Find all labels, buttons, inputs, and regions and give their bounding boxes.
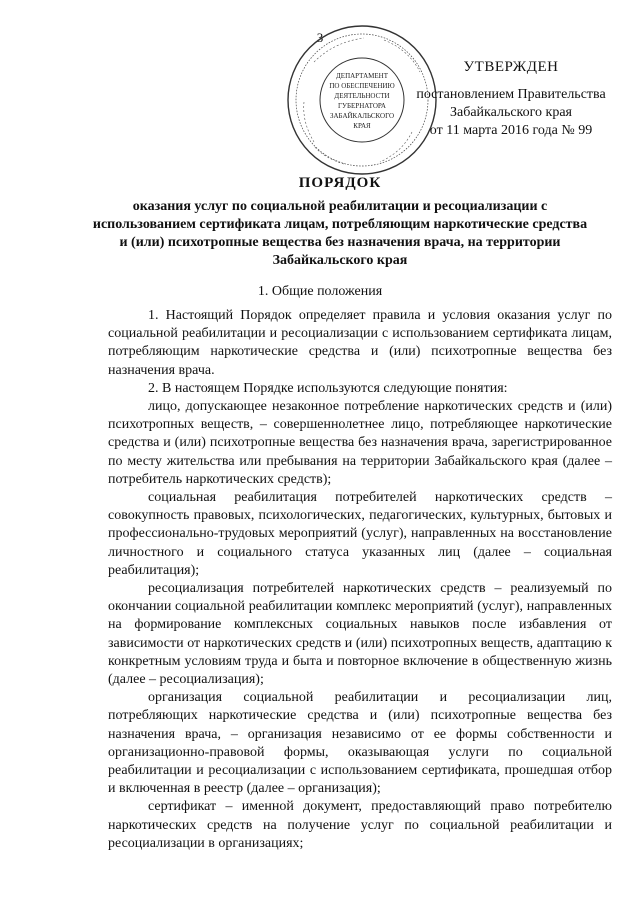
paragraph: ресоциализация потребителей наркотических средств – реализуемый по окончании социальной реабилитации комплекс мероприятий (услуг), направленных на формирование комплексных социальных навыков после избавления от зависимости от наркотических средств и (или) психотропных веществ, адаптацию к конкретным условиям труда и быта и повторное включение в общественную жизнь (далее – ресоциализация); xyxy=(108,581,612,688)
paragraph: 1. Настоящий Порядок определяет правила и условия оказания услуг по социальной реабилитации и ресоциализации с использованием сертификата лицам, потребляющим наркотические средства и (или) психотропные вещества без назначения врача. xyxy=(108,308,612,378)
seal-text: ЗАБАЙКАЛЬСКОГО xyxy=(329,112,395,120)
document-title xyxy=(80,175,600,270)
paragraph: социальная реабилитация потребителей наркотических средств – совокупность правовых, психологических, педагогических, культурных, бытовых и профессионально-трудовых мероприятий (услуг), направленных на восстановление личностного и социального статуса указанных лиц (далее – социальная реабилитация); xyxy=(108,490,612,578)
seal-text: ДЕПАРТАМЕНТ xyxy=(336,72,388,80)
section-heading: 1. Общие положения xyxy=(257,284,383,299)
seal-text: ДЕЯТЕЛЬНОСТИ xyxy=(334,92,390,100)
seal-text: КРАЯ xyxy=(353,122,371,130)
approval-title: УТВЕРЖДЕН xyxy=(463,59,559,75)
seal-text: ГУБЕРНАТОРА xyxy=(338,102,386,110)
paragraph: организация социальной реабилитации и ресоциализации лиц, потребляющих наркотические средства и (или) психотропные вещества без назначения врача, – организация независимо от ее формы собственности и организационно-правовой формы, оказывающая услуги по социальной реабилитации и ресоциализации с использованием сертификата, прошедшая отбор и включенная в реестр (далее – организация); xyxy=(108,690,612,797)
title-subtitle: оказания услуг по социальной реабилитации и ресоциализации с использованием сертификата лицам, потребляющим наркотические средства и (или) психотропные вещества без назначения врача, на территории Забайкальского края xyxy=(92,199,588,268)
title-main: ПОРЯДОК xyxy=(298,175,382,191)
seal-text: ПО ОБЕСПЕЧЕНИЮ xyxy=(329,82,395,90)
page-number: 3 xyxy=(316,30,324,45)
paragraph: сертификат – именной документ, предоставляющий право потребителю наркотических средств на получение услуг по социальной реабилитации и ресоциализации в организациях; xyxy=(108,799,612,851)
approval-line: Забайкальского края xyxy=(449,105,572,120)
paragraph: 2. В настоящем Порядке используются следующие понятия: xyxy=(148,380,508,396)
body-text xyxy=(108,307,612,853)
approval-block xyxy=(400,58,622,140)
approval-line: постановлением Правительства xyxy=(416,87,606,102)
approval-date: от 11 марта 2016 года № 99 xyxy=(429,123,593,138)
paragraph: лицо, допускающее незаконное потребление наркотических средств и (или) психотропных веществ, – совершеннолетнее лицо, потребляющее наркотические средства и (или) психотропные вещества без назначения врача, зарегистрированное по месту жительства или пребывания на территории Забайкальского края (далее – потребитель наркотических средств); xyxy=(108,399,612,487)
